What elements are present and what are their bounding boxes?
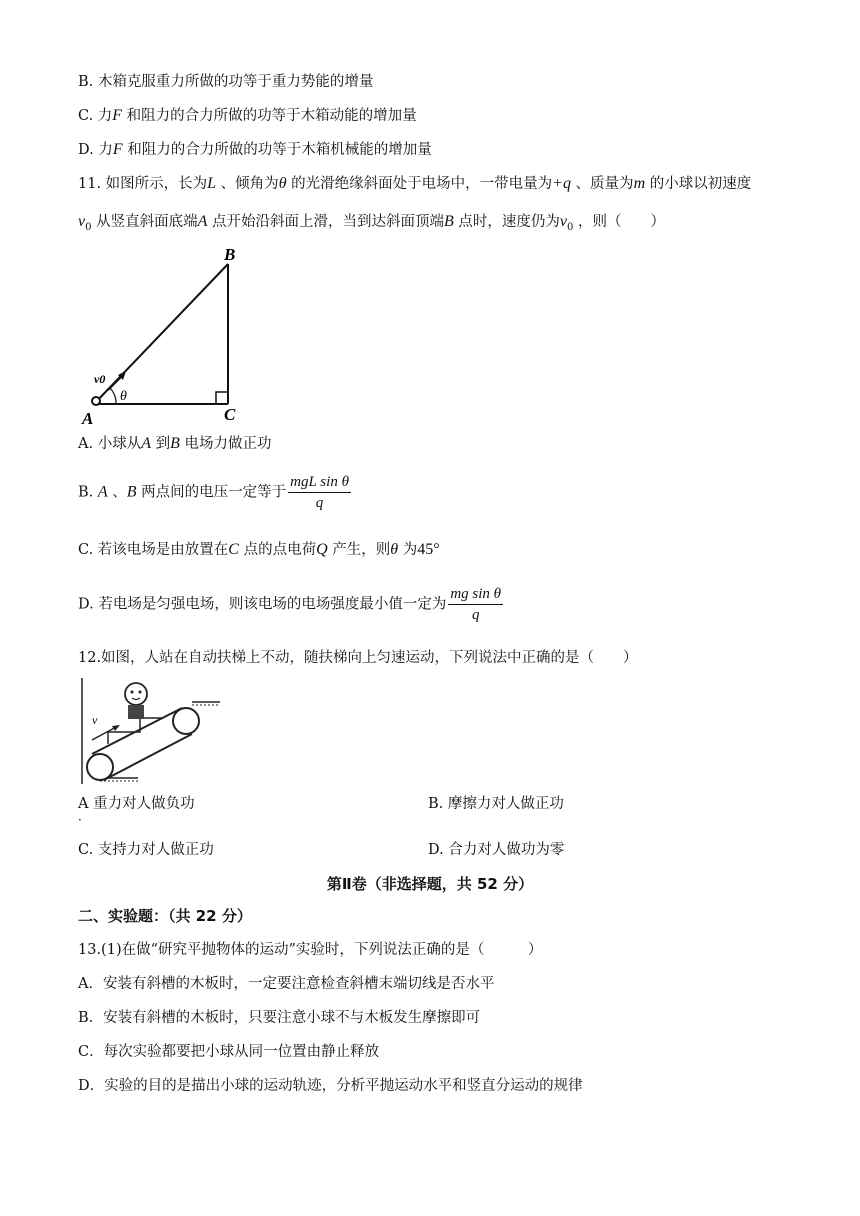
section-title: 第Ⅱ卷（非选择题，共 52 分） [326,875,534,893]
q11-stem-line1: 11. 如图所示，长为L 、倾角为θ 的光滑绝缘斜面处于电场中，一带电量为+q 、质量为m 的小球以初速度 [78,175,752,192]
q10-option-d: D. 力F 和阻力的合力所做的功等于木箱机械能的增加量 [78,141,432,158]
upper-roller-icon [173,708,199,734]
q12-option-c: C. 支持力对人做正功 [78,842,214,858]
right-angle-mark [216,392,228,404]
q13-stem: 13.(1)在做“研究平抛物体的运动”实验时，下列说法正确的是（ ） [78,942,543,958]
label-v: v [92,713,98,727]
q11-option-c: C. 若该电场是由放置在C 点的点电荷Q 产生，则θ 为45° [78,541,440,558]
label-b: B [224,245,236,264]
q13-option-c: C．每次实验都要把小球从同一位置由静止释放 [78,1044,380,1060]
section-heading: 二、实验题：（共 22 分） [78,907,252,925]
person-body-icon [128,705,144,719]
label-c: C [224,405,236,424]
q12-option-b: B. 摩擦力对人做正功 [428,796,564,812]
q10-option-b: B. 木箱克服重力所做的功等于重力势能的增量 [78,74,374,90]
q11-stem-line2: $v_0$ 从竖直斜面底端A 点开始沿斜面上滑，当到达斜面顶端B 点时，速度仍为$v_0$ ，则（ ） [78,213,665,233]
lower-roller-icon [87,754,113,780]
q13-option-a: A．安装有斜槽的木板时，一定要注意检查斜槽末端切线是否水平 [78,976,495,992]
voltage-fraction: $\frac{\text{mgL sin θ}}{q}$ [290,474,349,511]
person-eye-left [131,691,134,694]
ball-icon [92,397,100,405]
person-head-icon [125,683,147,705]
q11-option-b: B. A 、B 两点间的电压一定等于 $\frac{\text{mgL sin θ}}{q}$ [78,474,349,511]
label-v0: v0 [94,372,106,386]
q12-stem: 12.如图，人站在自动扶梯上不动，随扶梯向上匀速运动，下列说法中正确的是（ ） [78,650,638,666]
q11-option-a: A. 小球从A 到B 电场力做正功 [78,435,272,452]
q13-option-d: D．实验的目的是描出小球的运动轨迹，分析平抛运动水平和竖直分运动的规律 [78,1078,583,1094]
person-eye-right [139,691,142,694]
q12-escalator-figure [78,674,228,790]
q12-option-d: D. 合力对人做功为零 [428,842,565,858]
label-a: A [82,409,94,428]
q13-option-b: B．安装有斜槽的木板时，只要注意小球不与木板发生摩擦即可 [78,1010,481,1026]
angle-arc [110,388,116,404]
q12-option-a: A 重力对人做负功 [78,796,195,812]
q12-option-a-dot: · [78,813,82,827]
q10-option-c: C. 力F 和阻力的合力所做的功等于木箱动能的增加量 [78,107,417,124]
label-theta: θ [120,389,127,404]
q11-incline-figure [78,240,258,430]
field-strength-fraction: $\frac{\text{mg sin θ}}{q}$ [450,586,502,623]
q11-option-d: D. 若电场是匀强电场，则该电场的电场强度最小值一定为 $\frac{\text{mg sin θ}}{q}$ [78,586,502,623]
